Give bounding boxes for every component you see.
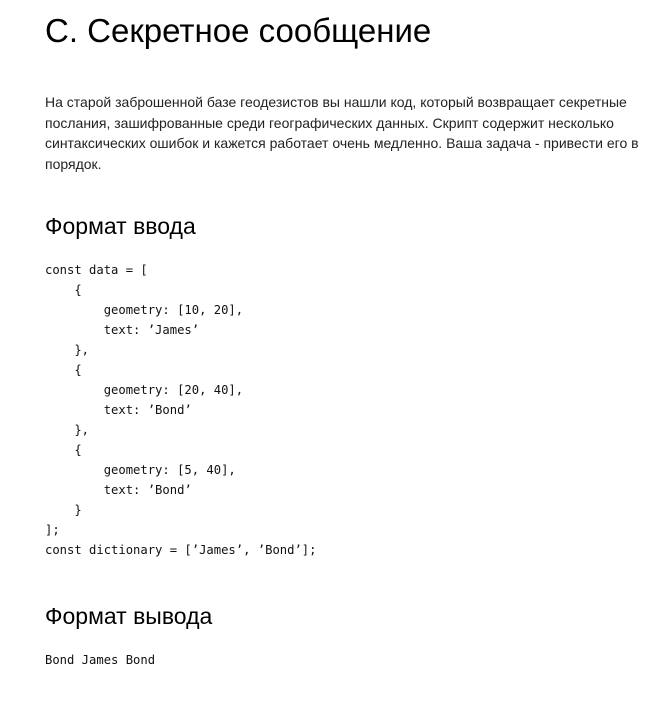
output-format-heading: Формат вывода (45, 603, 213, 629)
page-title: C. Секретное сообщение (45, 12, 432, 49)
output-example-code: Bond James Bond (45, 653, 156, 667)
input-example-code: const data = [ { geometry: [10, 20], text: ’James’ }, { geometry: [20, 40], text: ’Bond’ }, { geometry: [5, 40], text: ’Bond’ } ]; const dictionary = [’James’, ’Bond’]; (45, 263, 317, 557)
problem-description: На старой заброшенной базе геодезистов вы нашли код, который возвращает секретные послания, зашифрованные среди географических данных. Скрипт содержит несколько синтаксических ошибок и кажется работает очень медленно. Ваша задача - привести его в порядок. (45, 94, 639, 172)
input-format-heading: Формат ввода (45, 213, 196, 239)
